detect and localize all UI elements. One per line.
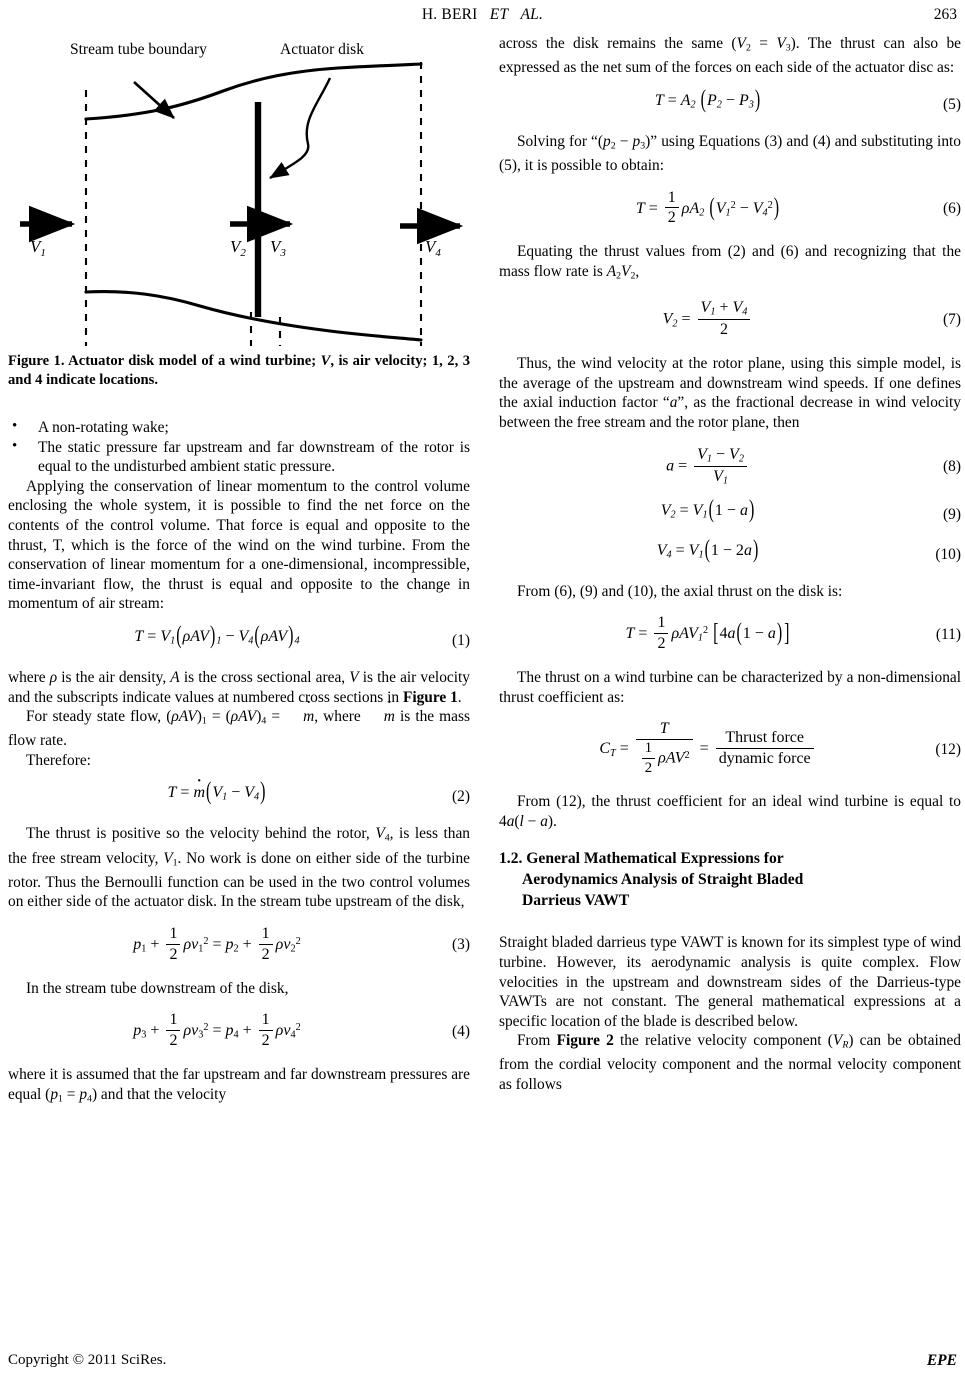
text-fragment: ). xyxy=(547,812,557,830)
paragraph-thrust-coefficient: The thrust on a wind turbine can be characterized by a non-dimensional thrust coefficient as: xyxy=(499,669,961,706)
equation-5-body: T = A2 (P2 − P3) xyxy=(654,86,761,114)
list-item xyxy=(8,418,470,438)
paragraph-across-disk: across the disk remains the same $(V_2 = V_3)$. The thrust can also be expressed as the net sum of the forces on each side of the actuator disc as: xyxy=(499,35,961,77)
text-fragment: The thrust is positive so the velocity behind the rotor, xyxy=(26,825,376,843)
page-footer xyxy=(0,1352,965,1374)
journal-abbreviation: EPE xyxy=(926,1352,957,1369)
equation-11 xyxy=(499,615,961,654)
text-fragment: ). The thrust can also be expressed as the net sum of the forces on each side of the actuator disc as: xyxy=(499,35,961,77)
running-head-al: AL. xyxy=(520,6,544,23)
figure-caption-number: Figure 1. xyxy=(8,353,65,369)
assumption-text: The static pressure far upstream and far downstream of the rotor is equal to the undisturbed ambient static pressure. xyxy=(38,438,470,476)
equation-10-number: (10) xyxy=(935,545,961,563)
figure-reference: Figure 1 xyxy=(402,688,458,706)
equation-4-number: (4) xyxy=(452,1022,470,1040)
equation-8-number: (8) xyxy=(943,458,961,476)
copyright-notice: Copyright © 2011 SciRes. xyxy=(8,1352,167,1368)
equation-5 xyxy=(499,86,961,118)
text-fragment: ”, as the fractional decrease in wind velocity between the free stream and the rotor plane, then xyxy=(499,394,961,431)
paragraph-from-6-9-10: From (6), (9) and (10), the axial thrust on the disk is: xyxy=(517,582,843,600)
equation-7 xyxy=(499,300,961,340)
section-heading-line-3: Darrieus VAWT xyxy=(522,892,630,910)
paragraph-from-figure-2: From Figure 2 the relative velocity component (VR) can be obtained from the cordial velocity component and the normal velocity component as follows xyxy=(499,1032,961,1094)
equation-12-body: CT = T $\frac{1}{2}$ ρAV$^2$ = $\frac{\text{Thrust force}}{\text{dynamic force}}$ xyxy=(499,721,961,778)
equation-10-body: V4 = V1(1 − 2a) xyxy=(656,536,759,564)
text-fragment: ” using Equations (3) and (4) and substituting into (5), it is possible to obtain: xyxy=(499,132,961,174)
running-head xyxy=(0,6,965,28)
text-fragment: is the cross sectional area, xyxy=(179,668,350,686)
assumption-text: A non-rotating wake; xyxy=(38,419,169,436)
equation-12-number: (12) xyxy=(935,740,961,758)
equation-6-body: T = $\frac{1}{2}$ ρA2 $(V1^2 - V4^2)$ xyxy=(635,188,780,227)
equation-6 xyxy=(499,190,961,229)
figure-velocity-label-v3: $V_3$ xyxy=(270,237,286,259)
text-fragment: ) can be obtained from the cordial velocity component and the normal velocity component as follows xyxy=(499,1032,961,1094)
text-fragment: Equating the thrust values from (2) and (6) and recognizing that the mass flow rate is xyxy=(499,243,961,280)
list-item xyxy=(8,438,470,477)
text-fragment: the relative velocity component ( xyxy=(613,1032,833,1050)
equation-3 xyxy=(8,926,470,965)
text-fragment: Solving for “( xyxy=(517,132,604,150)
equation-7-body: V2 = $\frac{V1 + V4}{2}$ xyxy=(499,300,961,340)
figure-velocity-label-v4: $V_4$ xyxy=(425,237,441,259)
figure-caption-text-a: Actuator disk model of a wind turbine; xyxy=(64,353,321,369)
text-fragment: For steady state flow, ( xyxy=(26,708,172,726)
equation-6-number: (6) xyxy=(943,199,961,217)
text-fragment: is the mass flow rate. xyxy=(8,708,470,750)
text-fragment: Thus, the wind velocity at the rotor plane, using this simple model, is the average of the upstream and downstream wind speeds. If one defines the axial induction factor “ xyxy=(499,355,961,412)
right-column xyxy=(499,34,961,1095)
figure-velocity-label-v1: $V_1$ xyxy=(30,237,46,259)
text-fragment: . xyxy=(457,688,462,706)
figure-annotation-stream-tube-boundary: Stream tube boundary xyxy=(70,41,207,58)
figure-caption-symbol: V xyxy=(320,353,331,369)
text-fragment: is the air velocity and the subscripts indicate values at numbered cross sections in xyxy=(8,668,470,706)
paragraph-thus-rotor-plane: Thus, the wind velocity at the rotor plane, using this simple model, is the average of the upstream and downstream wind speeds. If one defines the axial induction factor “a”, as the fractional decrease in wind velocity between the free stream and the rotor plane, then xyxy=(499,355,961,431)
paragraph-from-12: From (12), the thrust coefficient for an ideal wind turbine is equal to 4a(l − a). xyxy=(499,793,961,830)
paragraph-equating-thrust: Equating the thrust values from (2) and (6) and recognizing that the mass flow rate is $A_2V_2$, xyxy=(499,243,961,282)
equation-1-body: T = V1(ρAV)1 − V4(ρAV)4 xyxy=(134,622,300,650)
text-fragment: across the disk remains the same ( xyxy=(499,35,737,52)
equation-9-number: (9) xyxy=(943,505,961,523)
figure-annotation-actuator-disk: Actuator disk xyxy=(280,41,364,58)
section-heading-line-2: Aerodynamics Analysis of Straight Bladed xyxy=(522,871,804,889)
text-fragment: , is less than the free stream velocity, xyxy=(8,825,470,867)
text-fragment: ) xyxy=(196,708,202,726)
equation-12-numerator-label: Thrust force xyxy=(716,729,814,749)
figure-velocity-label-v2: $V_2$ xyxy=(230,237,246,259)
paragraph-assumed-pressures: where it is assumed that the far upstream and far downstream pressures are equal $(p_1 = p_4)$ and that the velocity xyxy=(8,1066,470,1105)
paragraph-downstream: In the stream tube downstream of the disk, xyxy=(26,979,289,997)
paragraph-thrust-positive: The thrust is positive so the velocity behind the rotor, $V_4$, is less than the free stream velocity, $V_1$. No work is done on either side of the turbine rotor. Thus the Bernoulli function can be used in the two control volumes on either side of the actuator disk. In the stream tube upstream of the disk, xyxy=(8,825,470,911)
equation-4-body: $p_3$ + $\frac{1}{2}$ $\rho v_3^2 = p_4$ + $\frac{1}{2}$ $\rho v_4^2$ xyxy=(133,1011,301,1050)
equation-9-body: V2 = V1(1 − a) xyxy=(660,496,755,524)
equation-3-body: $p_1$ + $\frac{1}{2}$ $\rho v_1^2 = p_2$ + $\frac{1}{2}$ $\rho v_2^2$ xyxy=(133,925,301,963)
text-fragment: From xyxy=(517,1032,557,1050)
text-fragment: where xyxy=(8,668,50,686)
running-head-authors: H. BERI xyxy=(421,6,478,23)
equation-8-body: a = $\frac{V1 - V2}{V1}$ xyxy=(499,446,961,487)
equation-11-number: (11) xyxy=(935,625,961,643)
text-fragment: From (12), the thrust coefficient for an ideal wind turbine is equal to 4 xyxy=(499,793,961,830)
equation-2-number: (2) xyxy=(452,788,470,806)
equation-9 xyxy=(499,496,961,528)
text-fragment: , xyxy=(635,262,640,280)
section-heading-1-2 xyxy=(499,848,961,911)
equation-12 xyxy=(499,721,961,778)
section-heading-line-1: 1.2. General Mathematical Expressions for xyxy=(499,850,784,868)
paragraph-steady-state: For steady state flow, $(\rho AV)_1 = (\rho AV)_4 = m$ ·, where m · is the mass flow rate. xyxy=(8,707,470,751)
text-fragment: = ( xyxy=(206,708,231,726)
equation-2-body: T = m ·(V1 − V4) xyxy=(8,784,470,803)
equation-2 xyxy=(8,779,470,810)
equation-1-number: (1) xyxy=(452,631,470,649)
text-fragment: where it is assumed that the far upstream and far downstream pressures are equal ( xyxy=(8,1066,470,1103)
equation-10 xyxy=(499,536,961,568)
text-fragment: is the air density, xyxy=(57,668,171,686)
text-fragment: , where xyxy=(314,708,366,726)
running-head-title xyxy=(0,6,965,24)
text-fragment: . No work is done on either side of the turbine rotor. Thus the Bernoulli function can be used in the two control volumes on either side of the actuator disk. In the stream tube upstream of the disk, xyxy=(8,849,470,911)
assumptions-list xyxy=(8,418,470,477)
equation-7-number: (7) xyxy=(943,311,961,329)
page-number: 263 xyxy=(933,6,957,23)
paragraph-therefore: Therefore: xyxy=(26,751,91,769)
equation-8 xyxy=(499,446,961,487)
paragraph-straight-bladed: Straight bladed darrieus type VAWT is known for its simplest type of wind turbine. However, its aerodynamic analysis is quite complex. Flow velocities in the upstream and downstream sides of the Darrieus-type VAWTs are not constant. The general mathematical expressions at a specific location of the blade is described below. xyxy=(499,934,961,1030)
equation-1 xyxy=(8,622,470,654)
figure-1-actuator-disk-diagram xyxy=(8,34,470,346)
equation-12-denominator-label: dynamic force xyxy=(718,750,811,768)
paragraph-where-rho: where ρ is the air density, A is the cross sectional area, V is the air velocity and the subscripts indicate values at numbered cross sections in Figure 1. xyxy=(8,668,470,706)
equation-3-number: (3) xyxy=(452,936,470,954)
equation-5-number: (5) xyxy=(943,95,961,113)
figure-reference: Figure 2 xyxy=(556,1032,614,1050)
figure-1-caption xyxy=(8,352,470,389)
left-column xyxy=(8,404,470,1109)
paragraph-solving-p2-p3: Solving for “$(p_2 - p_3)$” using Equations (3) and (4) and substituting into (5), it is possible to obtain: xyxy=(499,132,961,174)
paragraph-momentum: Applying the conservation of linear momentum to the control volume enclosing the whole system, it is possible to find the net force on the contents of the control volume. That force is equal and opposite to the thrust, T, which is the force of the wind on the wind turbine. From the conservation of linear momentum for a one-dimensional, incompressible, time-invariant flow, the thrust is equal and opposite to the change in momentum of air stream: xyxy=(8,477,470,613)
equation-4 xyxy=(8,1012,470,1051)
equation-11-body: T = $\frac{1}{2}$ $\rho AV1^2$ [4a(1 − a) ] xyxy=(625,614,790,653)
running-head-et: ET xyxy=(489,6,509,23)
figure-caption-text-b: , is air velocity; 1, 2, 3 and 4 indicate locations. xyxy=(8,353,470,388)
text-fragment: ) and that the velocity xyxy=(91,1085,227,1103)
